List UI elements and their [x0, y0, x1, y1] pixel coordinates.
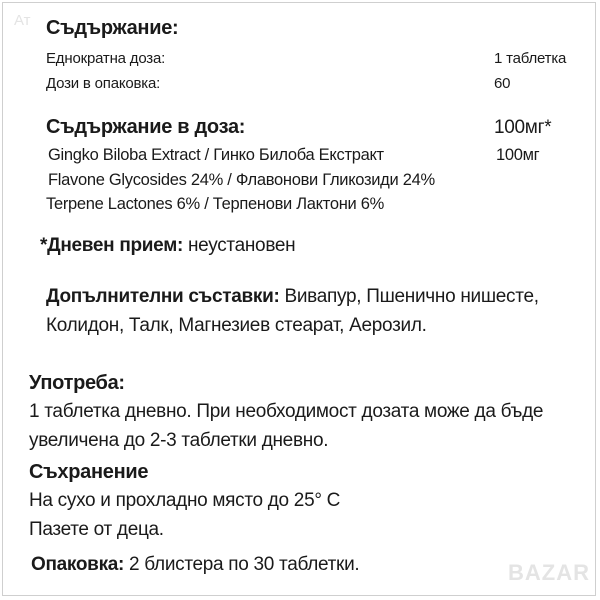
- storage-line2: Пазете от деца.: [29, 519, 164, 540]
- storage-title: Съхранение: [29, 461, 149, 483]
- daily-intake: [40, 235, 295, 257]
- additional-text1: Вивапур, Пшенично нишесте,: [279, 286, 539, 307]
- ingredient-ginkgo: Gingko Biloba Extract / Гинко Билоба Екстракт: [48, 146, 384, 164]
- watermark-top: Ат: [14, 12, 31, 29]
- ingredient-terpene: Terpene Lactones 6% / Терпенови Лактони 6%: [46, 195, 384, 213]
- additional-line1: [46, 286, 539, 308]
- storage-line1: На сухо и прохладно място до 25° С: [29, 490, 341, 511]
- package-line: [31, 554, 359, 576]
- package-value: 2 блистера по 30 таблетки.: [124, 554, 360, 575]
- per-dose-total: 100мг*: [494, 117, 552, 138]
- doses-per-pack-value: 60: [494, 75, 511, 92]
- usage-title: Употреба:: [29, 372, 125, 394]
- single-dose-value: 1 таблетка: [494, 50, 567, 67]
- doses-per-pack-label: Дози в опаковка:: [46, 75, 161, 92]
- additional-label: Допълнителни съставки:: [46, 286, 280, 307]
- additional-line2: Колидон, Талк, Магнезиев стеарат, Аерозил.: [46, 315, 427, 336]
- package-label: Опаковка:: [31, 554, 125, 575]
- daily-intake-value: неустановен: [183, 235, 296, 256]
- watermark-logo: BAZAR: [508, 560, 590, 585]
- contents-title: Съдържание:: [46, 17, 179, 39]
- ingredient-flavone: Flavone Glycosides 24% / Флавонови Гликозиди 24%: [48, 171, 435, 189]
- single-dose-label: Еднократна доза:: [46, 50, 166, 67]
- usage-line2: увеличена до 2-3 таблетки дневно.: [29, 430, 329, 451]
- ingredient-ginkgo-amount: 100мг: [496, 146, 540, 164]
- per-dose-title: Съдържание в доза:: [46, 116, 246, 138]
- daily-intake-label: *Дневен прием:: [40, 235, 183, 256]
- usage-line1: 1 таблетка дневно. При необходимост дозата може да бъде: [29, 401, 544, 422]
